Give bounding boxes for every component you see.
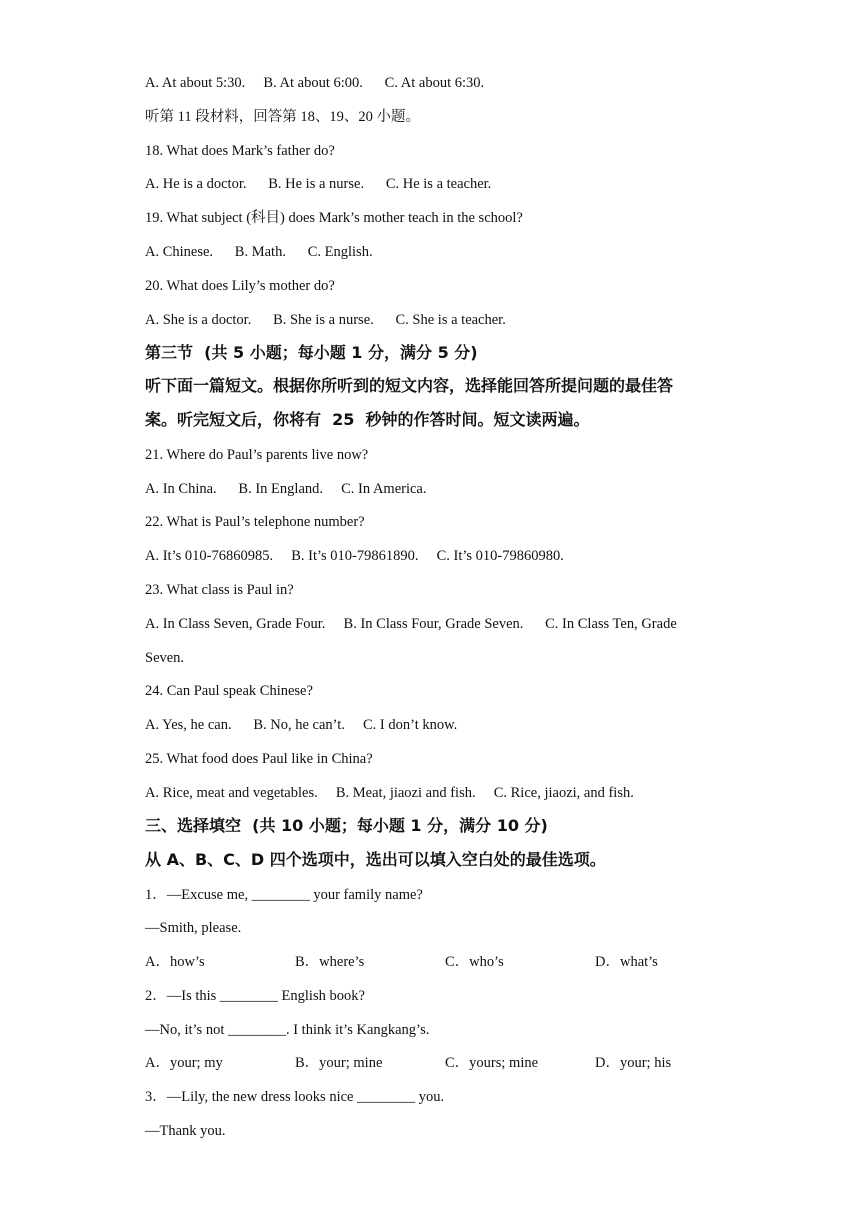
- mc-question-3-reply: —Thank you.: [145, 1123, 226, 1139]
- section-instruction: 听第 11 段材料，回答第 18、19、20 小题。: [145, 109, 420, 125]
- section-3-instruction-line1: 听下面一篇短文。根据你所听到的短文内容，选择能回答所提问题的最佳答: [145, 376, 674, 395]
- q21-options: A. In China. B. In England. C. In America.: [145, 481, 427, 497]
- question-21: 21. Where do Paul’s parents live now?: [145, 447, 369, 463]
- question-24: 24. Can Paul speak Chinese?: [145, 683, 313, 699]
- q23-options: A. In Class Seven, Grade Four. B. In Class Four, Grade Seven. C. In Class Ten, Grade: [145, 616, 677, 632]
- question-22: 22. What is Paul’s telephone number?: [145, 514, 365, 530]
- q2-option-a: A．your; my: [145, 1055, 223, 1071]
- q17-options: A. At about 5:30. B. At about 6:00. C. At about 6:30.: [145, 75, 485, 91]
- mc-question-3: 3．—Lily, the new dress looks nice ________ you.: [145, 1089, 445, 1105]
- q20-options: A. She is a doctor. B. She is a nurse. C. She is a teacher.: [145, 312, 506, 328]
- q2-option-c: C．yours; mine: [445, 1055, 539, 1071]
- part-3-heading: 三、选择填空 (共 10 小题；每小题 1 分，满分 10 分): [145, 816, 548, 835]
- mc-question-1-reply: —Smith, please.: [145, 920, 242, 936]
- q18-options: A. He is a doctor. B. He is a nurse. C. He is a teacher.: [145, 176, 492, 192]
- section-3-heading: 第三节 (共 5 小题；每小题 1 分，满分 5 分): [145, 343, 478, 362]
- q1-option-b: B．where’s: [295, 954, 365, 970]
- question-23: 23. What class is Paul in?: [145, 582, 294, 598]
- part-3-instruction: 从 A、B、C、D 四个选项中，选出可以填入空白处的最佳选项。: [145, 850, 606, 869]
- section-3-instruction-line2: 案。听完短文后，你将有 25 秒钟的作答时间。短文读两遍。: [145, 410, 590, 429]
- q23-options-cont: Seven.: [145, 650, 185, 666]
- q25-options: A. Rice, meat and vegetables. B. Meat, jiaozi and fish. C. Rice, jiaozi, and fish.: [145, 785, 634, 801]
- q2-option-b: B．your; mine: [295, 1055, 383, 1071]
- q22-options: A. It’s 010-76860985. B. It’s 010-79861890. C. It’s 010-79860980.: [145, 548, 564, 564]
- mc-question-2-reply: —No, it’s not ________. I think it’s Kangkang’s.: [145, 1022, 430, 1038]
- q24-options: A. Yes, he can. B. No, he can’t. C. I don’t know.: [145, 717, 458, 733]
- q1-option-d: D．what’s: [595, 954, 658, 970]
- mc-question-2: 2．—Is this ________ English book?: [145, 988, 365, 1004]
- mc-question-1: 1．—Excuse me, ________ your family name?: [145, 887, 423, 903]
- q1-option-c: C．who’s: [445, 954, 504, 970]
- question-20: 20. What does Lily’s mother do?: [145, 278, 335, 294]
- question-19: 19. What subject (科目) does Mark’s mother teach in the school?: [145, 210, 523, 226]
- q19-options: A. Chinese. B. Math. C. English.: [145, 244, 373, 260]
- q1-option-a: A．how’s: [145, 954, 205, 970]
- q2-option-d: D．your; his: [595, 1055, 672, 1071]
- question-18: 18. What does Mark’s father do?: [145, 143, 335, 159]
- question-25: 25. What food does Paul like in China?: [145, 751, 373, 767]
